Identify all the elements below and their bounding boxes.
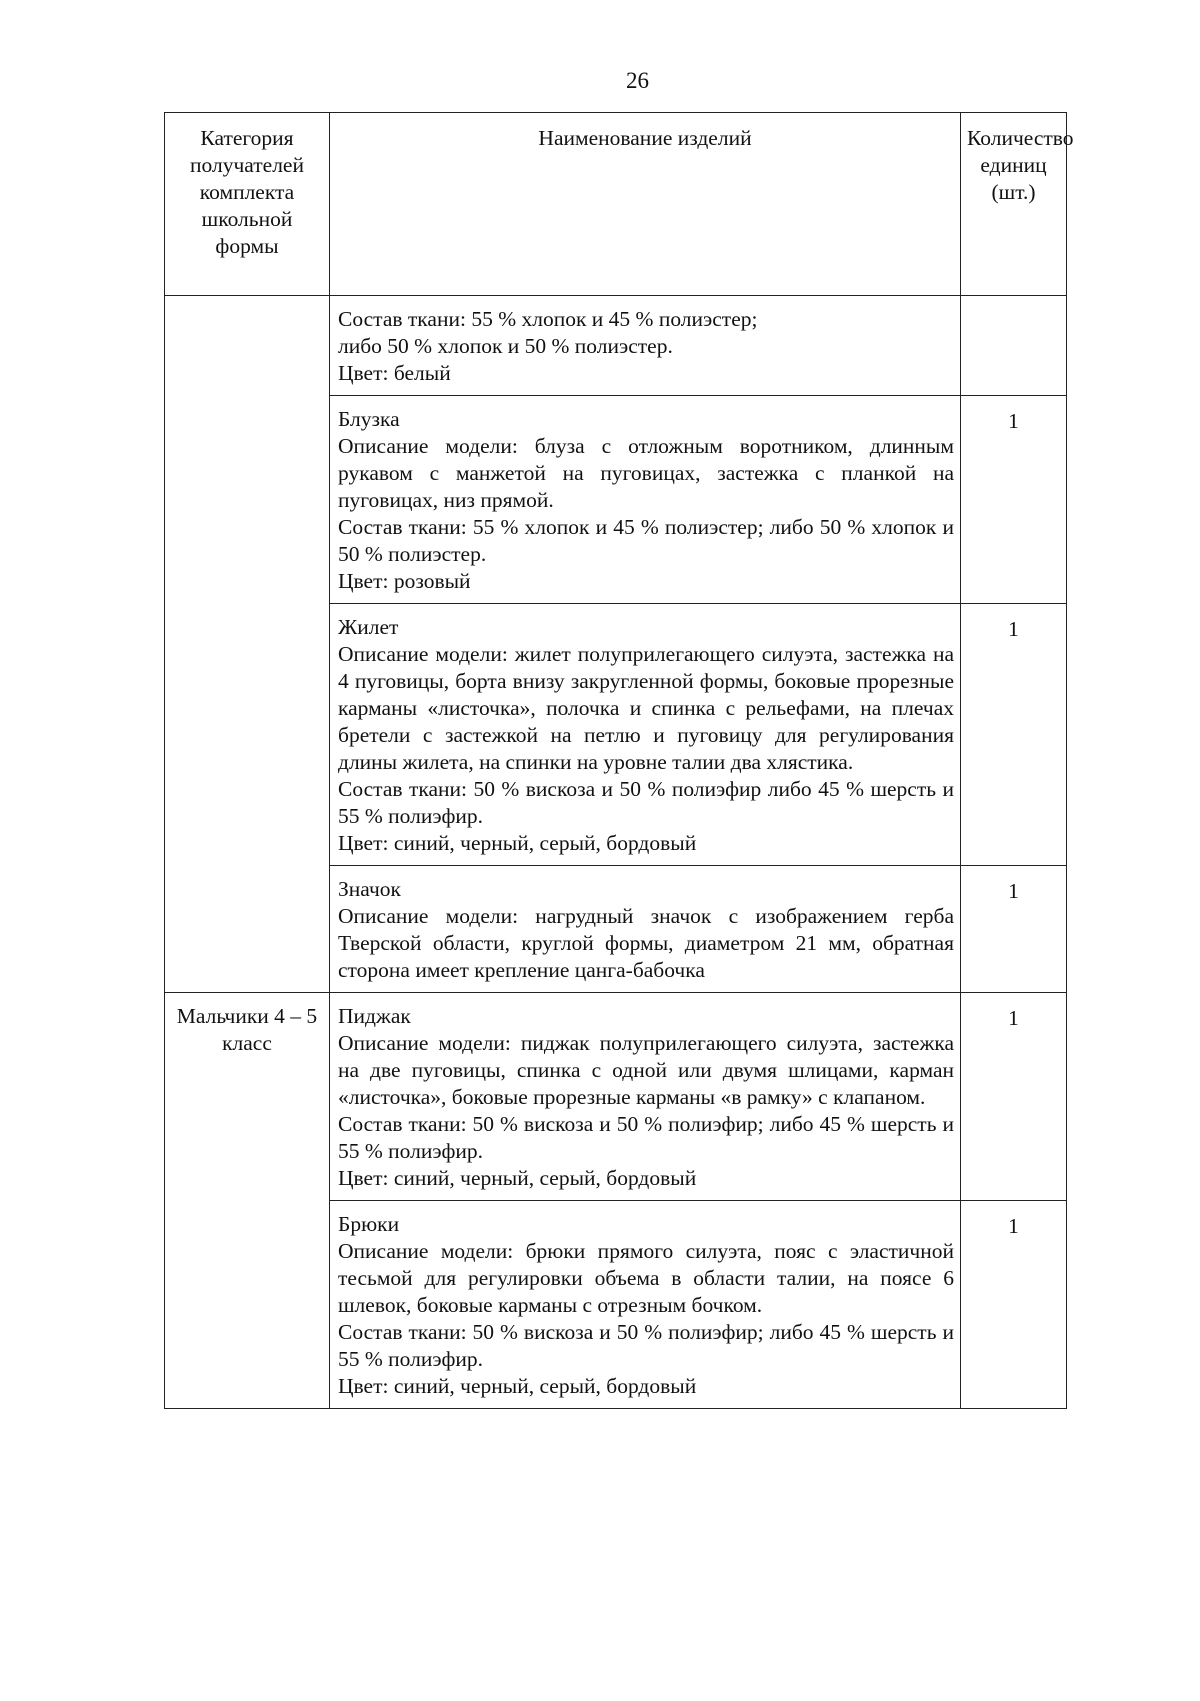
description-line: Состав ткани: 55 % хлопок и 45 % полиэстер; либо 50 % хлопок и 50 % полиэстер. xyxy=(338,515,954,566)
item-name: Значок xyxy=(338,877,401,901)
description-line: Описание модели: жилет полуприлегающего силуэта, застежка на 4 пуговицы, борта внизу закругленной формы, боковые прорезные карманы «листочка», полочка и спинка с рельефами, на плечах бретели с застежкой на петлю и пуговицу для регулирования длины жилета, на спинки на уровне талии два хлястика. xyxy=(338,642,954,774)
item-description-cell xyxy=(330,296,961,396)
quantity-cell xyxy=(961,296,1067,396)
description-line: либо 50 % хлопок и 50 % полиэстер. xyxy=(338,334,673,358)
quantity-cell: 1 xyxy=(961,1201,1067,1409)
header-quantity: Количество единиц (шт.) xyxy=(961,113,1067,296)
page-number: 26 xyxy=(626,68,649,93)
table-row xyxy=(165,993,1067,1201)
description-line: Цвет: синий, черный, серый, бордовый xyxy=(338,1374,697,1398)
description-line: Цвет: синий, черный, серый, бордовый xyxy=(338,831,697,855)
header-items: Наименование изделий xyxy=(330,113,961,296)
description-line: Описание модели: пиджак полуприлегающего силуэта, застежка на две пуговицы, спинка с одной или двумя шлицами, карман «листочка», боковые прорезные карманы «в рамку» с клапаном. xyxy=(338,1031,954,1109)
category-cell xyxy=(165,296,330,993)
category-cell: Мальчики 4 – 5 класс xyxy=(165,993,330,1409)
item-description-cell xyxy=(330,604,961,866)
description-line: Состав ткани: 50 % вискоза и 50 % полиэфир либо 45 % шерсть и 55 % полиэфир. xyxy=(338,777,954,828)
item-description-cell xyxy=(330,396,961,604)
item-name: Жилет xyxy=(338,615,399,639)
description-line: Состав ткани: 50 % вискоза и 50 % полиэфир; либо 45 % шерсть и 55 % полиэфир. xyxy=(338,1112,954,1163)
item-name: Брюки xyxy=(338,1212,400,1236)
description-line: Описание модели: нагрудный значок с изображением герба Тверской области, круглой формы, диаметром 21 мм, обратная сторона имеет крепление цанга-бабочка xyxy=(338,904,954,982)
item-name: Пиджак xyxy=(338,1004,411,1028)
quantity-cell: 1 xyxy=(961,396,1067,604)
description-line: Цвет: розовый xyxy=(338,569,471,593)
header-category: Категория получателей комплекта школьной формы xyxy=(165,113,330,296)
quantity-cell: 1 xyxy=(961,604,1067,866)
description-line: Цвет: синий, черный, серый, бордовый xyxy=(338,1166,697,1190)
description-line: Состав ткани: 55 % хлопок и 45 % полиэстер; xyxy=(338,307,758,331)
table-row xyxy=(165,296,1067,396)
quantity-cell: 1 xyxy=(961,993,1067,1201)
table-header-row xyxy=(165,113,1067,296)
quantity-cell: 1 xyxy=(961,866,1067,993)
item-description-cell xyxy=(330,866,961,993)
description-line: Состав ткани: 50 % вискоза и 50 % полиэфир; либо 45 % шерсть и 55 % полиэфир. xyxy=(338,1320,954,1371)
description-line: Описание модели: блуза с отложным воротником, длинным рукавом с манжетой на пуговицах, застежка с планкой на пуговицах, низ прямой. xyxy=(338,434,954,512)
item-description-cell xyxy=(330,993,961,1201)
uniform-items-table xyxy=(164,112,1074,1409)
description-line: Описание модели: брюки прямого силуэта, пояс с эластичной тесьмой для регулировки объема в области талии, на поясе 6 шлевок, боковые карманы с отрезным бочком. xyxy=(338,1239,954,1317)
item-name: Блузка xyxy=(338,407,400,431)
description-line: Цвет: белый xyxy=(338,361,451,385)
item-description-cell xyxy=(330,1201,961,1409)
